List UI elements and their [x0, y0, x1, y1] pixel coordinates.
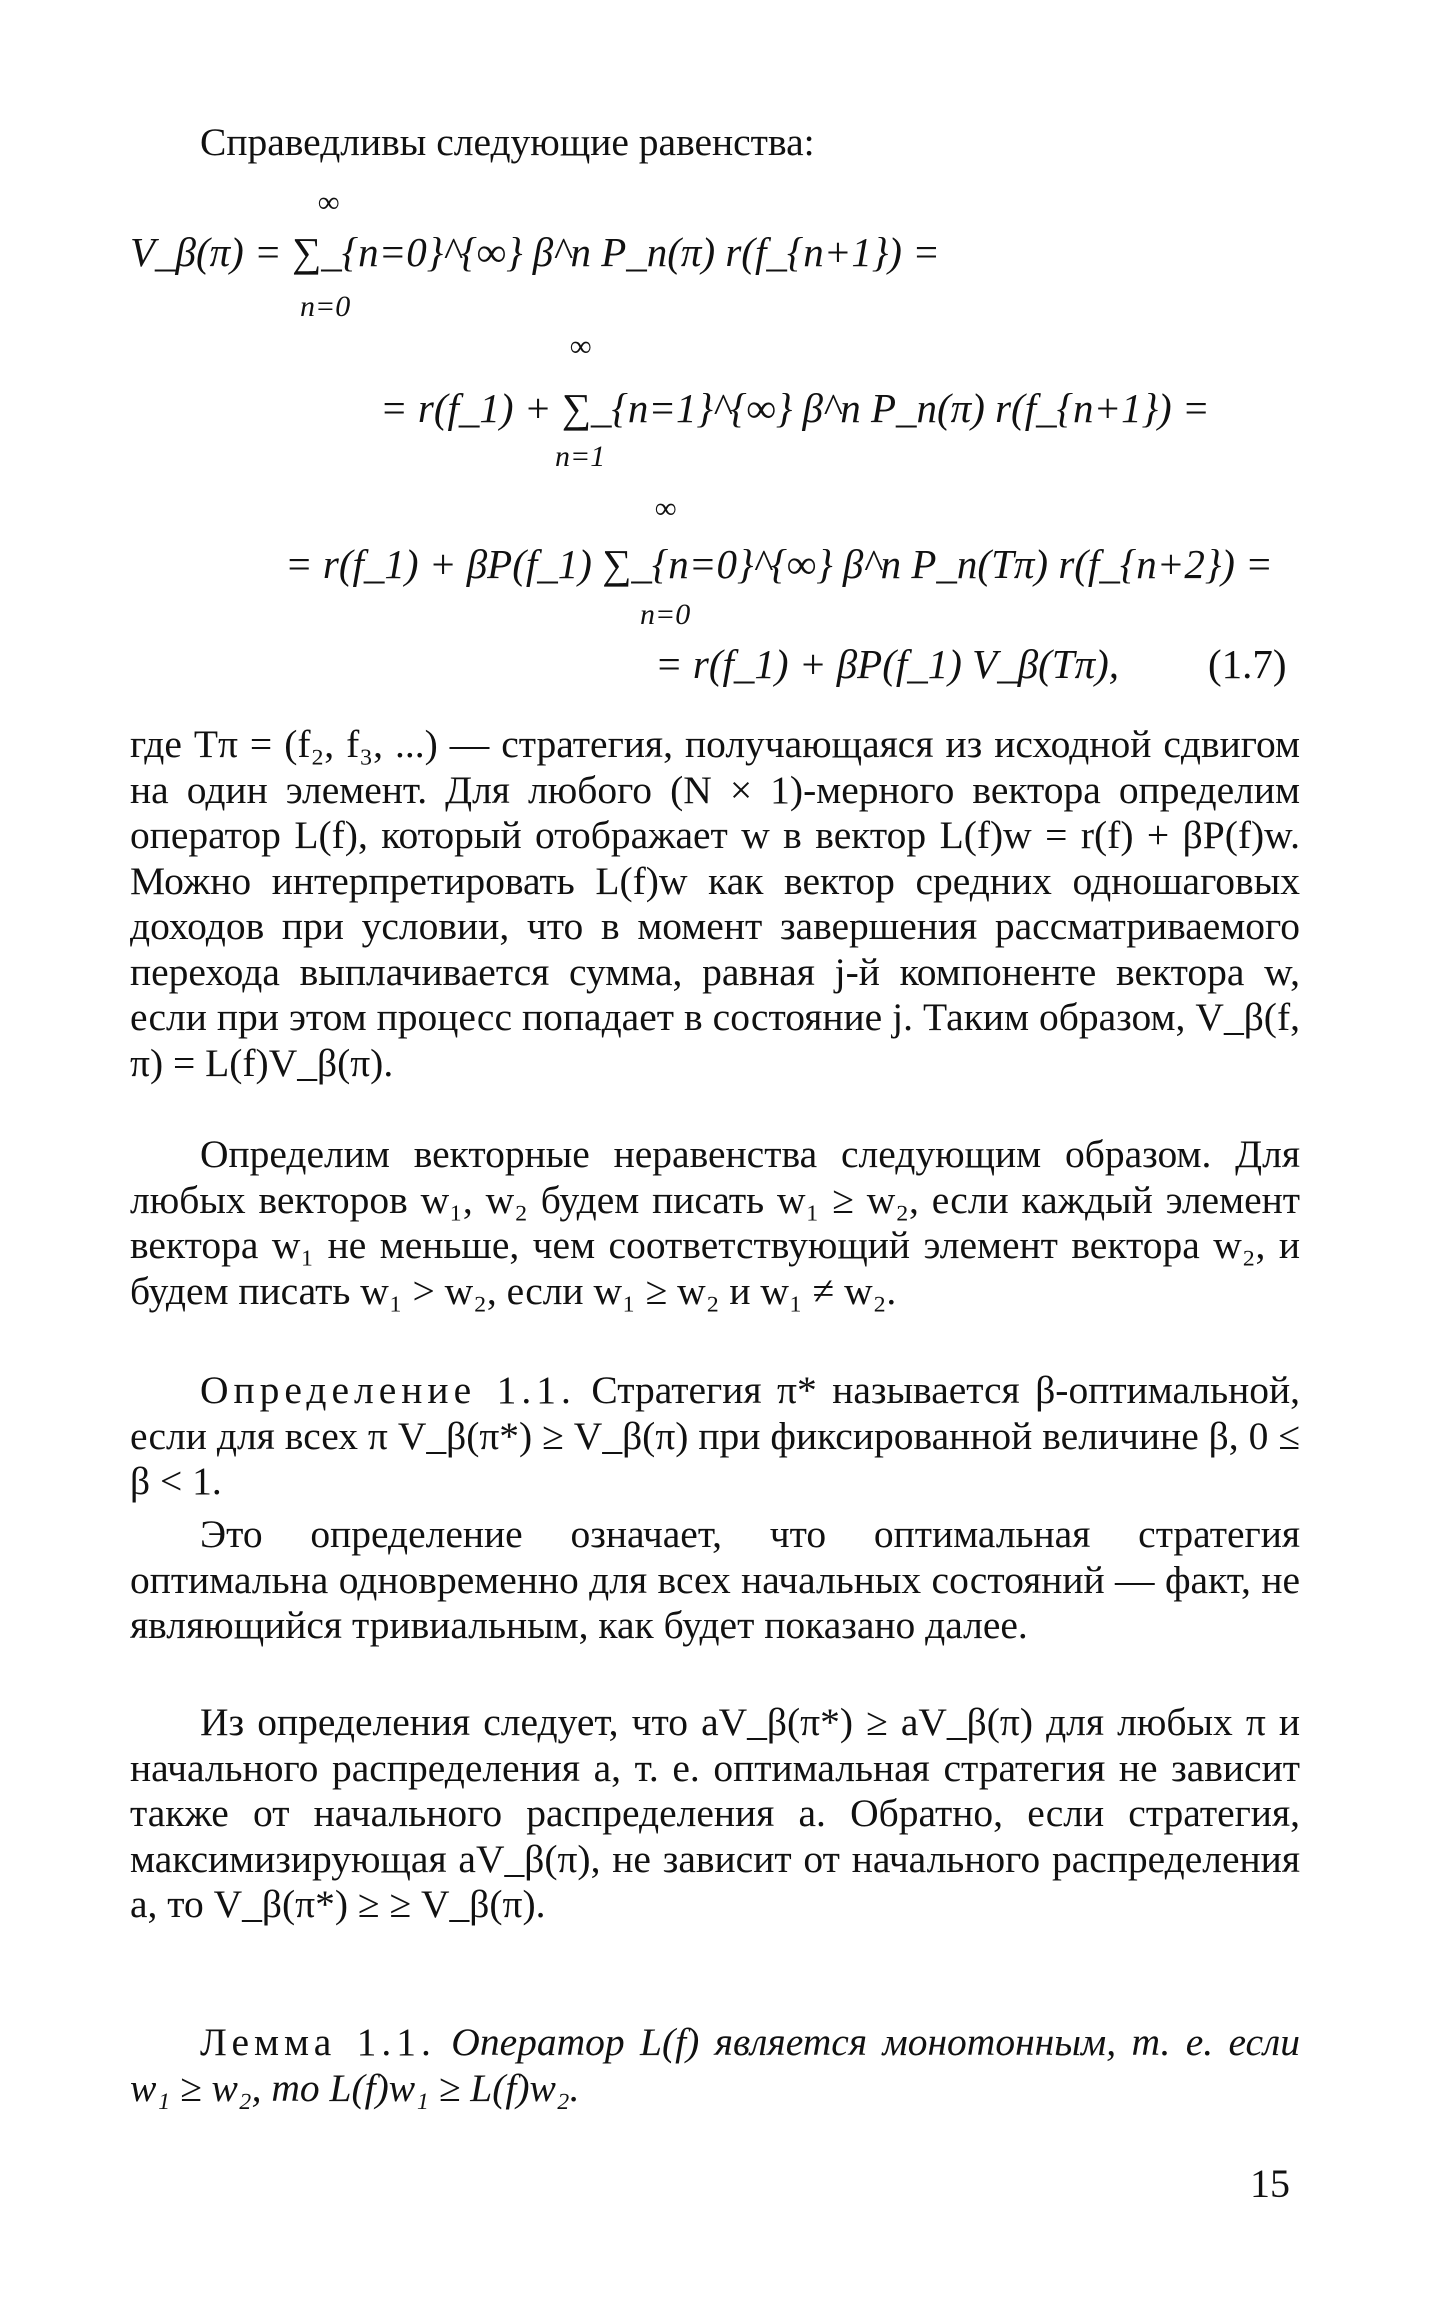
sum-upper-limit: ∞ — [318, 186, 340, 219]
paragraph-5: Из определения следует, что aV_β(π*) ≥ aV_β(π) для любых π и начального распределения a, т. е. оптимальная стратегия не зависит также от начального распределения a. Обратно, если стратегия, максимизирующая aV_β(π), не зависит от начального распределения a, то V_β(π*) ≥ ≥ V_β(π). — [130, 1700, 1300, 1926]
sum-lower-limit: n=1 — [555, 440, 606, 473]
intro-text: Справедливы следующие равенства: — [200, 120, 815, 164]
equation-line-2: = r(f_1) + ∑_{n=1}^{∞} β^n P_n(π) r(f_{n+1}) = — [380, 385, 1210, 431]
paragraph-2: Определим векторные неравенства следующим образом. Для любых векторов w₁, w₂ будем писать w₁ ≥ w₂, если каждый элемент вектора w₁ не меньше, чем соответствующий элемент вектора w₂, и будем писать w₁ > w₂, если w₁ ≥ w₂ и w₁ ≠ w₂. — [130, 1132, 1300, 1313]
lemma-text: Оператор L(f) является монотонным, т. е. если w₁ ≥ w₂, то L(f)w₁ ≥ L(f)w₂. — [130, 2020, 1300, 2110]
paragraph-6 — [130, 2020, 1300, 2111]
equation-line-3: = r(f_1) + βP(f_1) ∑_{n=0}^{∞} β^n P_n(Tπ) r(f_{n+2}) = — [285, 541, 1273, 587]
paragraph-3 — [130, 1368, 1300, 1505]
equation-line-1: V_β(π) = ∑_{n=0}^{∞} β^n P_n(π) r(f_{n+1}) = — [130, 229, 940, 275]
equation-line-4: = r(f_1) + βP(f_1) V_β(Tπ), — [655, 641, 1120, 687]
equation-number: (1.7) — [1208, 641, 1287, 687]
lemma-label: Лемма 1.1. — [200, 2020, 436, 2064]
sum-lower-limit: n=0 — [300, 290, 351, 323]
page-number: 15 — [1250, 2161, 1290, 2206]
definition-label: Определение 1.1. — [200, 1368, 576, 1412]
sum-upper-limit: ∞ — [655, 492, 677, 525]
sum-lower-limit: n=0 — [640, 598, 691, 631]
definition-text: Стратегия π* называется β-оптимальной, если для всех π V_β(π*) ≥ V_β(π) при фиксированной величине β, 0 ≤ β < 1. — [130, 1368, 1300, 1503]
paragraph-4: Это определение означает, что оптимальная стратегия оптимальна одновременно для всех начальных состояний — факт, не являющийся тривиальным, как будет показано далее. — [130, 1512, 1300, 1647]
paragraph-1: где Tπ = (f₂, f₃, ...) — стратегия, получающаяся из исходной сдвигом на один элемент. Для любого (N × 1)-мерного вектора определим оператор L(f), который отображает w в вектор L(f)w = r(f) + βP(f)w. Можно интерпретировать L(f)w как вектор средних одношаговых доходов при условии, что в момент завершения рассматриваемого перехода выплачивается сумма, равная j-й компоненте вектора w, если при этом процесс попадает в состояние j. Таким образом, V_β(f, π) = L(f)V_β(π). — [130, 722, 1300, 1085]
sum-upper-limit: ∞ — [570, 330, 592, 363]
